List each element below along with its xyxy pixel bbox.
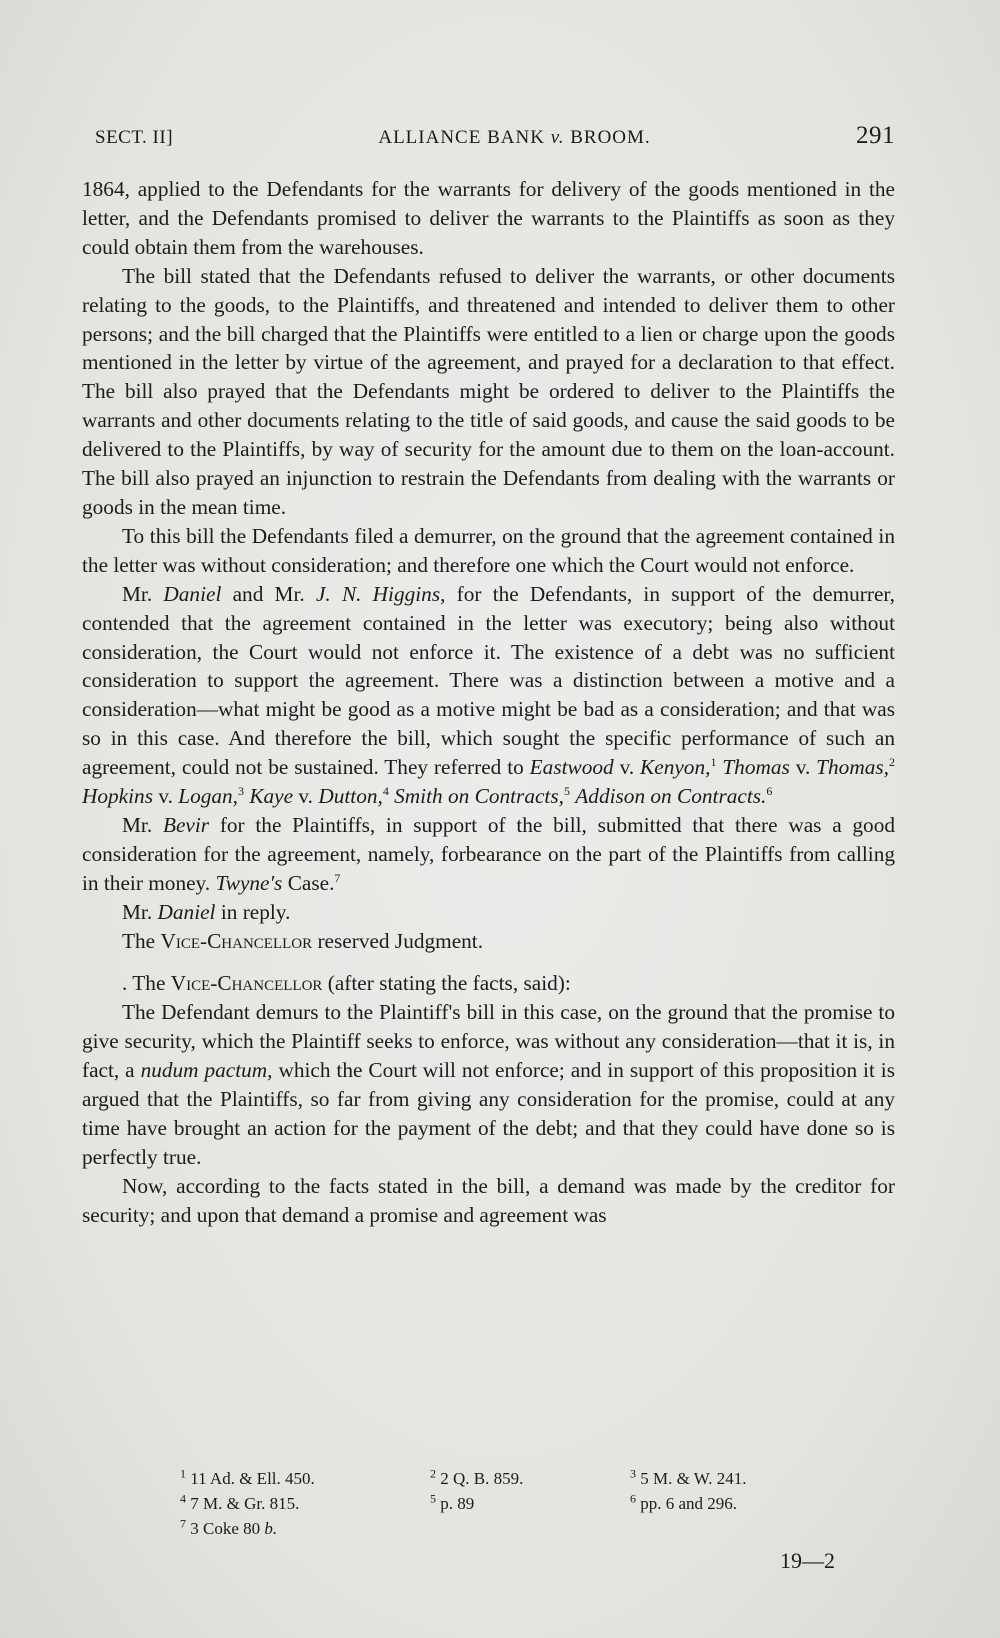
- case-citation: Twyne's: [215, 870, 283, 895]
- footnote-ref: 4: [382, 783, 389, 798]
- footnote: $^2$ 2 Q. B. 859.: [430, 1466, 524, 1488]
- signature-mark: 19—2: [780, 1548, 835, 1573]
- section-label: SECT. II]: [95, 127, 174, 148]
- case-citation: Kaye: [249, 784, 294, 809]
- footnote-ref: 7: [334, 870, 341, 885]
- footnote: $^4$ 7 M. & Gr. 815.: [180, 1491, 300, 1513]
- footnote: $^3$ 5 M. & W. 241.: [630, 1466, 747, 1488]
- paragraph-9: The Defendant demurs to the Plaintiff's bill in this case, on the ground that the promise to give security, which the Plaintiff seeks to enforce, was without any consideration—that it is, in fact, a nudum pactum, which the Court will not enforce; and in support of this proposition it is argued that the Plaintiffs, so far from giving any consideration for the promise, could at any time have brought an action for the payment of the debt; and that they could have done so is perfectly true.: [82, 1000, 896, 1169]
- case-citation: Thomas: [722, 755, 790, 780]
- treatise-citation: Addison on Contracts.: [575, 784, 767, 809]
- case-citation: Hopkins: [82, 784, 153, 809]
- page-number: 291: [855, 122, 895, 149]
- paragraph-6: Mr. Daniel in reply.: [122, 899, 291, 924]
- footnote-ref: 6: [766, 783, 773, 798]
- footnote-ref: 3: [238, 783, 244, 798]
- paragraph-1: 1864, applied to the Defendants for the warrants for delivery of the goods mentioned in the letter, and the Defendants promised to deliver the warrants to the Plaintiffs as soon as they could obtain them from the warehouses.: [82, 177, 895, 259]
- running-header: [95, 122, 895, 150]
- body-text: [82, 175, 895, 1230]
- footnote-ref: 5: [563, 783, 570, 798]
- paragraph-7: The Vice-Chancellor reserved Judgment.: [122, 928, 484, 953]
- paragraph-10: Now, according to the facts stated in the bill, a demand was made by the creditor for security; and upon that demand a promise and agreement was: [82, 1173, 895, 1227]
- footnotes: [180, 1466, 880, 1541]
- footnote: $^5$ p. 89: [430, 1491, 475, 1513]
- footnote: $^7$ 3 Coke 80 b.: [180, 1516, 278, 1538]
- paragraph-2: The bill stated that the Defendants refused to deliver the warrants, or other documents relating to the goods, to the Plaintiffs, and threatened and intended to deliver them to other persons; and the bill charged that the Plaintiffs were entitled to a lien or charge upon the goods mentioned in the letter by virtue of the agreement, and prayed for a declaration to that effect. The bill also prayed that the Defendants might be ordered to deliver to the Plaintiffs the warrants and other documents relating to the title of said goods, and cause the said goods to be delivered to the Plaintiffs, by way of security for the amount due to them on the loan-account. The bill also prayed an injunction to restrain the Defendants from dealing with the warrants or goods in the mean time.: [82, 263, 895, 519]
- footnote: $^6$ pp. 6 and 296.: [630, 1491, 738, 1513]
- paragraph-3: To this bill the Defendants filed a demurrer, on the ground that the agreement contained in the letter was without consideration; and therefore one which the Court would not enforce.: [82, 523, 895, 577]
- paragraph-8: . The Vice-Chancellor (after stating the facts, said):: [122, 971, 571, 996]
- case-citation: Eastwood: [529, 755, 614, 780]
- running-title: ALLIANCE BANK v. BROOM.: [378, 127, 651, 148]
- treatise-citation: Smith on Contracts,: [394, 784, 564, 809]
- footnote: $^1$ 11 Ad. & Ell. 450.: [180, 1466, 315, 1488]
- paragraph-5: Mr. Bevir for the Plaintiffs, in support of the bill, submitted that there was a good consideration for the agreement, namely, forbearance on the part of the Plaintiffs from calling in their money. Twyne's Case.$^7$: [82, 812, 895, 895]
- footnote-ref: 2: [888, 755, 895, 770]
- paragraph-4: Mr. Daniel and Mr. J. N. Higgins, for the Defendants, in support of the demurrer, contended that the agreement contained in the letter was executory; being also without consideration, the Court would not enforce it. The existence of a debt was no sufficient consideration to support the agreement. There was a distinction between a motive and a consideration—what might be good as a motive might be bad as a consideration; and that was so in this case. And therefore the bill, which sought the specific performance of such an agreement, could not be sustained. They referred to Eastwood v. Kenyon,$^1$ Thomas v. Thomas,$^2$ Hopkins v. Logan,$^3$ Kaye v. Dutton,$^4$ Smith on Contracts,$^5$ Addison on Contracts.$^6$: [82, 581, 895, 809]
- footnote-ref: 1: [710, 755, 717, 770]
